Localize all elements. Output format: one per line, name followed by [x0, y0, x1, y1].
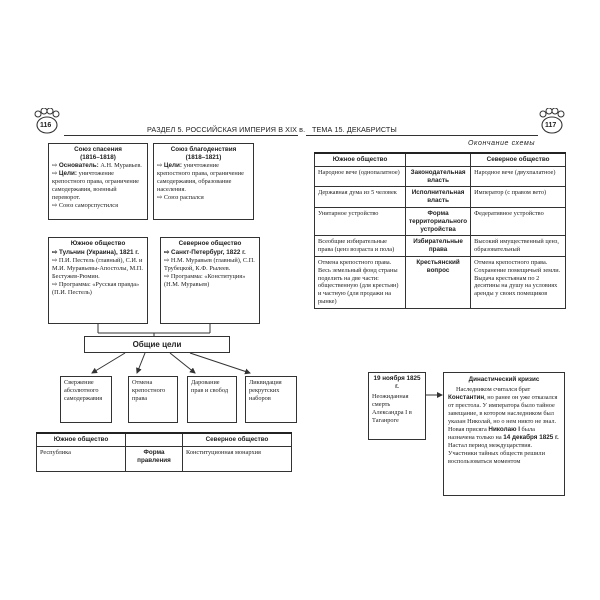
table-cell: Народное вече (двухпалатное)	[471, 166, 566, 187]
table-header-row	[37, 433, 292, 446]
box-title: Союз спасения	[74, 146, 122, 153]
common-goals-box: Общие цели	[84, 336, 230, 353]
table-cell: Высокий имущественный ценз, образовательный	[471, 236, 566, 257]
box-years: (1816–1818)	[80, 154, 116, 161]
table-header	[126, 433, 183, 446]
table-cell: Избирательные права	[406, 236, 471, 257]
table-cell: Республика	[37, 446, 126, 471]
goal-arrow	[92, 353, 125, 373]
table-cell: Форма территориального устройства	[406, 207, 471, 235]
dynastic-crisis-box	[443, 372, 565, 496]
box-years: (1818–1821)	[185, 154, 222, 161]
goal-arrow	[137, 353, 145, 373]
goal-box: Отмена крепостного права	[128, 376, 178, 423]
event-text: Неожиданная смерть Александра I в Таганроге	[372, 393, 412, 424]
continuation-label: Окончание схемы	[468, 140, 536, 147]
right-page	[300, 0, 600, 600]
running-header: ТЕМА 15. ДЕКАБРИСТЫ	[312, 125, 397, 134]
goal-arrow	[170, 353, 195, 373]
box-title: Династический кризис	[468, 376, 540, 383]
table-cell: Крестьянский вопрос	[406, 256, 471, 308]
list-item: ⇨ Союз саморспустился	[52, 202, 118, 209]
goal-box: Свержение абсолютного самодержавия	[60, 376, 112, 423]
list-item: ⇨ Программа: «Русская правда» (П.И. Пестель)	[52, 281, 140, 296]
list-item: ⇨ Н.М. Муравьев (главный), С.П. Трубецкой, К.Ф. Рылеев.	[164, 257, 255, 272]
crisis-text: Наследником считался брат Константин, но ранее он уже отказался от престола. У императора было тайное завещание, в котором наследником был указан Николай, но о нем никто не знал. Новая присяга Николаю I была назначена только на 14 декабря 1825 г. Настал период междуцарствия. Участники тайных обществ решили воспользоваться моментом	[448, 386, 559, 465]
table-cell: Император (с правом вето)	[471, 187, 566, 208]
table-cell: Конституционная монархия	[183, 446, 292, 471]
list-item: ⇨ Основатель: А.Н. Муравьев.	[52, 162, 142, 169]
table-cell: Державная дума из 5 человек	[315, 187, 406, 208]
list-item: ⇨ Цели: уничтожение крепостного права, ограничение самодержавия, образование населения.	[157, 162, 244, 193]
table-header: Северное общество	[471, 153, 566, 166]
table-cell: Унитарное устройство	[315, 207, 406, 235]
box-title: Южное общество	[70, 240, 126, 247]
table-header: Южное общество	[315, 153, 406, 166]
table-header: Северное общество	[183, 433, 292, 446]
list-item: ⇨ Тульчин (Украина), 1821 г.	[52, 249, 139, 256]
box-title: Северное общество	[178, 240, 242, 247]
list-item: ⇨ П.И. Пестель (главный), С.И. и М.И. Муравьевы-Апостолы, М.П. Бестужев-Рюмин.	[52, 257, 143, 280]
page-number: 117	[545, 122, 557, 129]
table-header: Южное общество	[37, 433, 126, 446]
page-number: 116	[40, 122, 52, 129]
box-title: Союз благоденствия	[170, 146, 237, 153]
table-cell: Исполнительная власть	[406, 187, 471, 208]
running-header: РАЗДЕЛ 5. РОССИЙСКАЯ ИМПЕРИЯ В XIX в.	[147, 125, 306, 134]
table-cell: Форма правления	[126, 446, 183, 471]
list-item: ⇨ Цели: уничтожение крепостного права, ограничение самодержавия, военный переворот.	[52, 170, 139, 201]
table-row	[37, 446, 292, 471]
government-form-table	[36, 432, 292, 472]
table-cell: Федеративное устройство	[471, 207, 566, 235]
table-cell: Отмена крепостного права. Весь земельный фонд страны поделить на две части: общественную (для крестьян) и частную (для продажи на рынке)	[315, 256, 406, 308]
list-item: ⇨ Союз распался	[157, 194, 204, 201]
goal-box: Ликвидация рекрутских наборов	[245, 376, 297, 423]
list-item: ⇨ Программа: «Конституция» (Н.М. Муравьев)	[164, 273, 246, 288]
arrow-connector	[300, 0, 600, 600]
goal-arrow	[190, 353, 250, 373]
table-cell: Отмена крепостного права. Сохранение помещичьей земли. Выдача крестьянам по 2 десятины на душу на условиях аренды у своих помещиков	[471, 256, 566, 308]
goal-box: Дарование прав и свобод	[187, 376, 237, 423]
table-cell: Законодательная власть	[406, 166, 471, 187]
list-item: ⇨ Санкт-Петербург, 1822 г.	[164, 249, 246, 256]
table-cell: Всеобщие избирательные права (ценз возраста и пола)	[315, 236, 406, 257]
event-date: 19 ноября 1825 г.	[373, 375, 421, 390]
table-cell: Народное вече (однопалатное)	[315, 166, 406, 187]
